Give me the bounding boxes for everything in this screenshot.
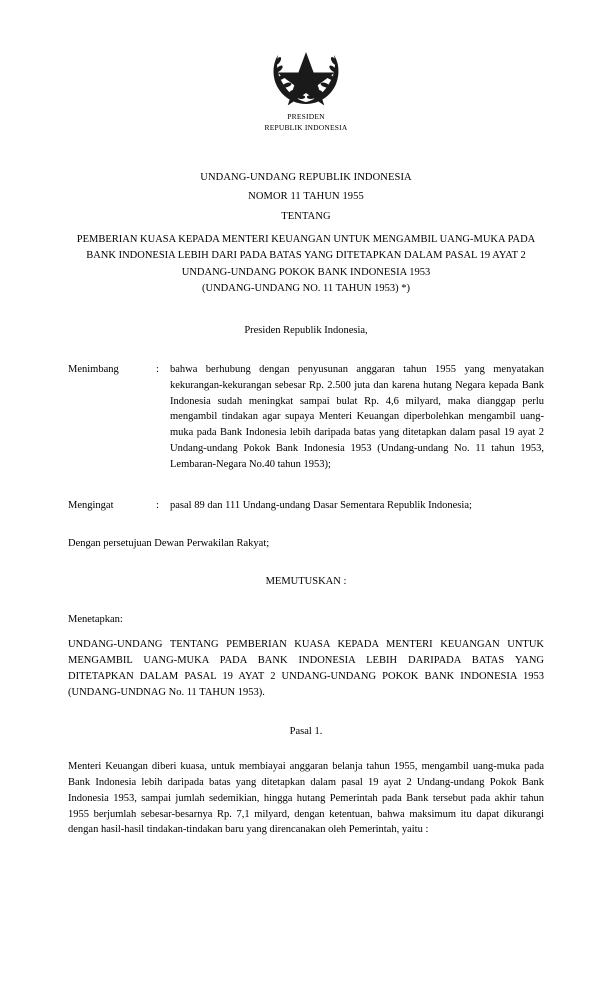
- clause-label: Mengingat: [68, 500, 114, 512]
- emblem-caption-line2: REPUBLIK INDONESIA: [264, 122, 348, 132]
- garuda-star-emblem-icon: [263, 44, 349, 108]
- sets-label: Menetapkan:: [68, 613, 123, 625]
- decides-body: UNDANG-UNDANG TENTANG PEMBERIAN KUASA KEPADA MENTERI KEUANGAN UNTUK MENGAMBIL UANG-MUKA PADA BANK INDONESIA LEBIH DARIPADA BATAS YANG DITETAPKAN DALAM PASAL 19 AYAT 2 UNDANG-UNDANG POKOK BANK INDONESIA 1953 (UNDANG-UNDNAG No. 11 TAHUN 1953).: [68, 639, 544, 698]
- title-subject: PEMBERIAN KUASA KEPADA MENTERI KEUANGAN UNTUK MENGAMBIL UANG-MUKA PADA BANK INDONESIA LEBIH DARI PADA BATAS YANG DITETAPKAN DALAM PASAL 19 AYAT 2 UNDANG-UNDANG POKOK BANK INDONESIA 1953: [76, 234, 536, 278]
- decides-heading: MEMUTUSKAN :: [265, 575, 347, 587]
- title-line-1: UNDANG-UNDANG REPUBLIK INDONESIA: [200, 171, 412, 183]
- clause-menimbang: [68, 362, 544, 472]
- agreement-line: Dengan persetujuan Dewan Perwakilan Rakyat;: [68, 538, 270, 550]
- emblem-block: [68, 44, 544, 134]
- emblem-caption: [68, 112, 544, 134]
- clause-mengingat: [68, 498, 544, 514]
- clause-text: pasal 89 dan 111 Undang-undang Dasar Sementara Republik Indonesia;: [170, 500, 472, 512]
- article-body: Menteri Keuangan diberi kuasa, untuk membiayai anggaran belanja tahun 1955, mengambil uang-muka pada Bank Indonesia lebih daripada batas yang ditetapkan dalam pasal 19 ayat 2 Undang-undang Pokok Bank Indonesia 1953, sampai jumlah sedemikian, hingga hutang Pemerintah pada Bank tersebut pada akhir tahun 1955 berjumlah sebesar-besarnya Rp. 7,1 milyard, dengan ketentuan, bahwa maksimum itu dapat dikurangi dengan hasil-hasil tindakan-tindakan baru yang direncanakan oleh Pemerintah, yaitu :: [68, 761, 544, 836]
- clause-text: bahwa berhubung dengan penyusunan anggaran tahun 1955 yang menyatakan kekurangan-kekurangan sebesar Rp. 2.500 juta dan karena hutang Negara kepada Bank Indonesia sudah meningkat sampai bulat Rp. 4,6 milyard, maka dianggap perlu mengambil tindakan agar supaya Menteri Keuangan diperbolehkan mengambil uang-muka pada Bank Indonesia lebih daripada batas yang ditetapkan dalam pasal 19 ayat 2 Undang-undang Pokok Bank Indonesia 1953 (Undang-undang No. 11 tahun 1953, Lembaran-Negara No.40 tahun 1953);: [170, 364, 544, 470]
- clause-colon: :: [156, 500, 159, 512]
- title-alt-reference: (UNDANG-UNDANG NO. 11 TAHUN 1953) *): [202, 282, 410, 294]
- president-line: Presiden Republik Indonesia,: [244, 325, 368, 337]
- title-line-tentang: TENTANG: [281, 210, 331, 222]
- article-heading: Pasal 1.: [289, 726, 323, 738]
- emblem-caption-line1: PRESIDEN: [287, 112, 325, 121]
- document-title-block: [68, 168, 544, 297]
- clause-colon: :: [156, 364, 159, 376]
- clause-label: Menimbang: [68, 364, 119, 376]
- title-line-number: NOMOR 11 TAHUN 1955: [248, 191, 364, 203]
